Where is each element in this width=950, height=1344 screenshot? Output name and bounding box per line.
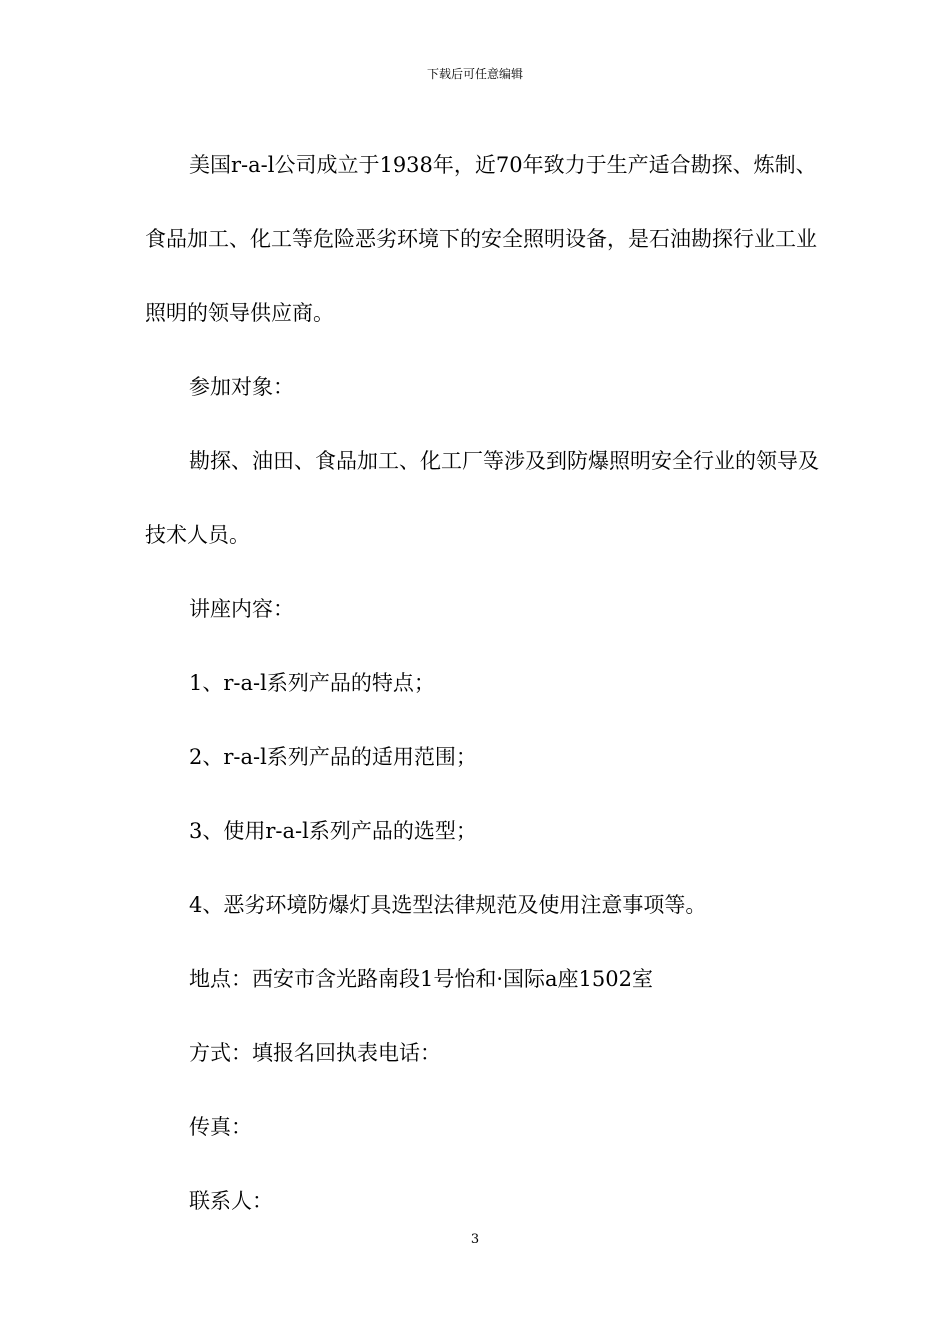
paragraph-audience-heading: 参加对象： [189, 375, 294, 399]
paragraph-lecture-heading: 讲座内容： [189, 597, 294, 621]
paragraph-method: 方式：填报名回执表电话： [189, 1041, 441, 1065]
paragraph-location: 地点：西安市含光路南段1号怡和·国际a座1502室 [189, 967, 653, 991]
page-number: 3 [470, 1232, 480, 1247]
paragraph-lecture-item-4: 4、恶劣环境防爆灯具选型法律规范及使用注意事项等。 [189, 893, 707, 917]
paragraph-contact: 联系人： [189, 1189, 273, 1213]
paragraph-lecture-item-1: 1、r-a-l系列产品的特点； [189, 671, 435, 695]
paragraph-company-intro: 美国r-a-l公司成立于1938年，近70年致力于生产适合勘探、炼制、食品加工、化工等危险恶劣环境下的安全照明设备，是石油勘探行业工业照明的领导供应商。 [145, 153, 817, 325]
paragraph-lecture-item-3: 3、使用r-a-l系列产品的选型； [189, 819, 477, 843]
document-body [145, 128, 825, 1238]
paragraph-lecture-item-2: 2、r-a-l系列产品的适用范围； [189, 745, 477, 769]
paragraph-fax: 传真： [189, 1115, 252, 1139]
paragraph-audience: 勘探、油田、食品加工、化工厂等涉及到防爆照明安全行业的领导及技术人员。 [145, 449, 819, 547]
header-note: 下载后可任意编辑 [426, 67, 523, 81]
